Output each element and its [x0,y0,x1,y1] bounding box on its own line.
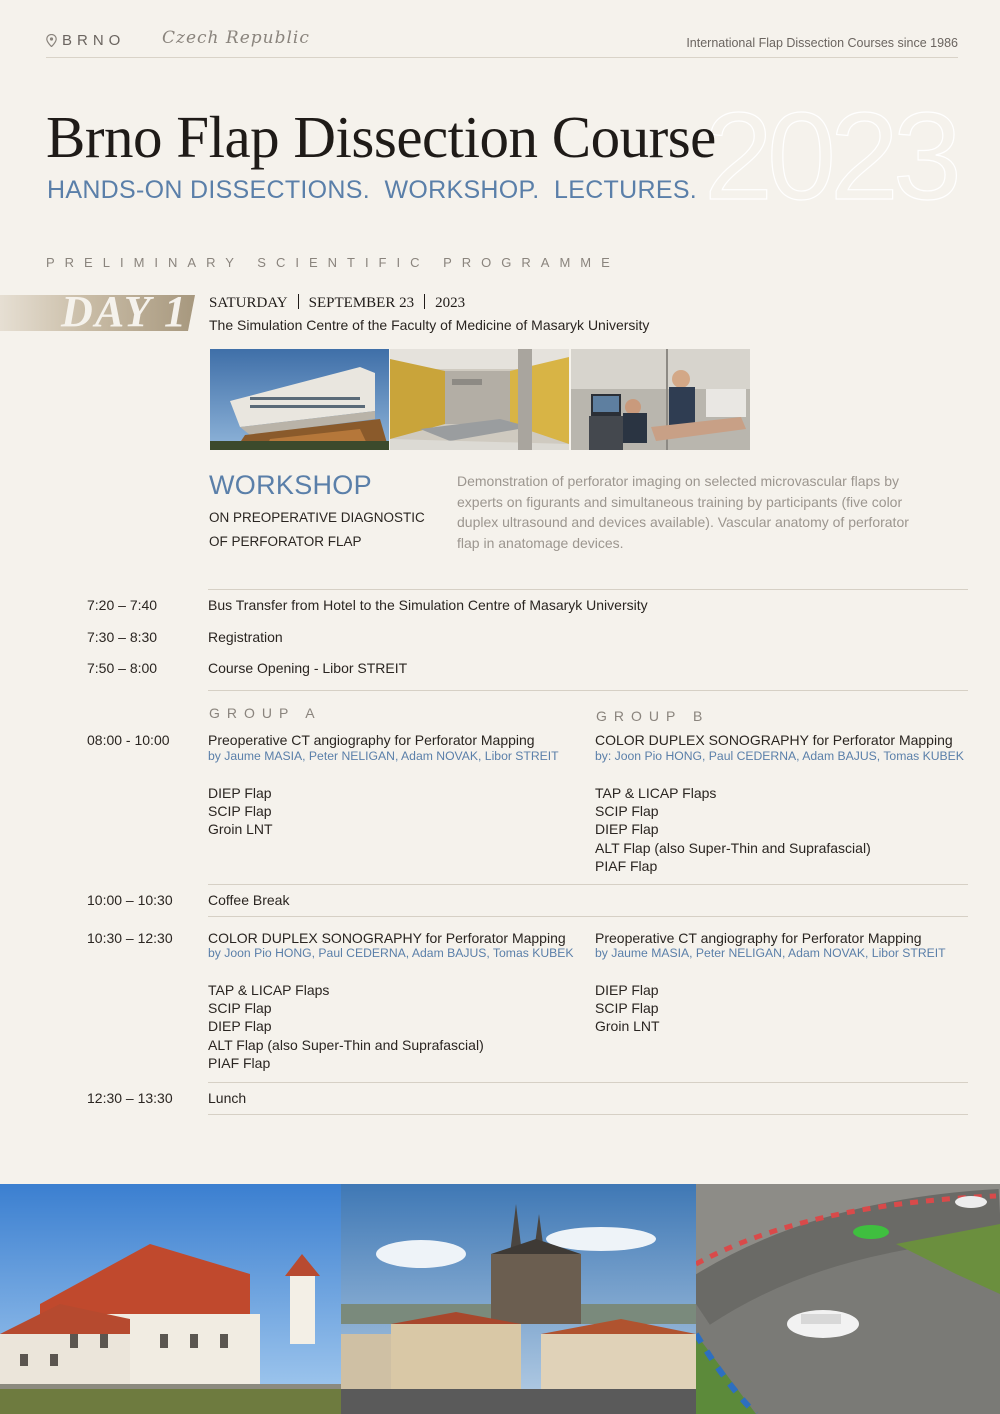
coffee-time: 10:00 – 10:30 [87,892,173,908]
separator [424,294,425,309]
day-year: 2023 [435,295,466,311]
coffee-event: Coffee Break [208,892,290,908]
divider [208,690,968,691]
flap-item: SCIP Flap [595,803,659,820]
flap-item: Groin LNT [595,1018,660,1035]
day-label: DAY 1 [61,295,188,331]
page-subtitle: HANDS-ON DISSECTIONS. WORKSHOP. LECTURES. [47,176,698,204]
divider [208,884,968,885]
session1-group-a-flaps [208,784,273,839]
photo-ultrasound-training [571,349,750,450]
session1-group-b-speakers: by: Joon Pio HONG, Paul CEDERNA, Adam BAJUS, Tomas KUBEK [595,749,964,763]
year-watermark: 2023 [704,88,956,226]
schedule-time: 7:20 – 7:40 [87,597,158,613]
group-b-heading: GROUP B [596,708,710,724]
session2-group-a-flaps [208,981,484,1072]
schedule-event: Bus Transfer from Hotel to the Simulation Centre of Masaryk University [208,597,648,613]
flap-item: DIEP Flap [208,785,272,801]
city-name: BRNO [62,32,126,49]
programme-label: PRELIMINARY SCIENTIFIC PROGRAMME [46,255,620,270]
flap-item: DIEP Flap [595,821,659,838]
divider [208,1082,968,1083]
lunch-time: 12:30 – 13:30 [87,1090,173,1106]
session2-group-b-flaps [595,981,660,1036]
workshop-subtitle-line2: OF PERFORATOR FLAP [209,534,362,549]
photo-racing-circuit [696,1184,1000,1414]
flap-item: DIEP Flap [595,982,659,998]
flap-item: TAP & LICAP Flaps [595,785,717,801]
session1-time: 08:00 - 10:00 [87,732,170,748]
flap-item: TAP & LICAP Flaps [208,982,330,998]
flap-item: PIAF Flap [208,1054,271,1071]
flap-item: ALT Flap (also Super-Thin and Suprafascial) [595,839,871,856]
country-signature: Czech Republic [162,28,310,48]
flap-item: SCIP Flap [208,803,272,820]
lunch-event: Lunch [208,1090,247,1106]
day-weekday: SATURDAY [209,295,288,311]
schedule-time: 7:50 – 8:00 [87,660,158,676]
group-a-heading: GROUP A [209,705,322,721]
location-pin-icon [46,34,57,47]
schedule-event: Registration [208,629,283,645]
session2-group-a-title: COLOR DUPLEX SONOGRAPHY for Perforator Mapping [208,930,566,946]
divider [208,916,968,917]
flap-item: PIAF Flap [595,857,658,874]
session1-group-b-title: COLOR DUPLEX SONOGRAPHY for Perforator Mapping [595,732,953,748]
flap-item: DIEP Flap [208,1018,272,1035]
workshop-description: Demonstration of perforator imaging on selected microvascular flaps by experts on figurants and simultaneous training by participants (five color duplex ultrasound and devices available). Vascular anatomy of perforator flap in anatomage devices. [457,473,909,551]
flap-item: SCIP Flap [595,1000,659,1017]
session2-group-b-title: Preoperative CT angiography for Perforator Mapping [595,930,922,946]
divider [208,589,968,590]
workshop-title: WORKSHOP [209,470,372,500]
schedule-event: Course Opening - Libor STREIT [208,660,408,676]
photo-spilberk-castle [0,1184,341,1414]
session1-group-b-flaps [595,784,871,875]
photo-simulation-centre-interior [390,349,569,450]
day-date-line [209,294,465,312]
flap-item: SCIP Flap [208,1000,272,1017]
session1-group-a-speakers: by Jaume MASIA, Peter NELIGAN, Adam NOVAK, Libor STREIT [208,749,559,763]
flap-item: Groin LNT [208,821,273,838]
workshop-subtitle-line1: ON PREOPERATIVE DIAGNOSTIC [209,510,425,525]
schedule-time: 7:30 – 8:30 [87,629,158,645]
flap-item: ALT Flap (also Super-Thin and Suprafascial) [208,1036,484,1053]
session2-group-a-speakers: by Joon Pio HONG, Paul CEDERNA, Adam BAJUS, Tomas KUBEK [208,946,574,960]
session2-time: 10:30 – 12:30 [87,930,173,946]
header-tagline: International Flap Dissection Courses since 1986 [686,36,958,50]
session1-group-a-title: Preoperative CT angiography for Perforator Mapping [208,732,535,748]
venue-name: The Simulation Centre of the Faculty of Medicine of Masaryk University [209,317,650,333]
photo-brno-cathedral-cityscape [341,1184,696,1414]
divider [208,1114,968,1115]
page-title: Brno Flap Dissection Course [46,104,716,170]
separator [298,294,299,309]
photo-simulation-centre-building [210,349,389,450]
day-date: SEPTEMBER 23 [308,295,415,311]
day-banner [0,295,195,331]
header-bar [46,30,958,58]
session2-group-b-speakers: by Jaume MASIA, Peter NELIGAN, Adam NOVAK, Libor STREIT [595,946,946,960]
